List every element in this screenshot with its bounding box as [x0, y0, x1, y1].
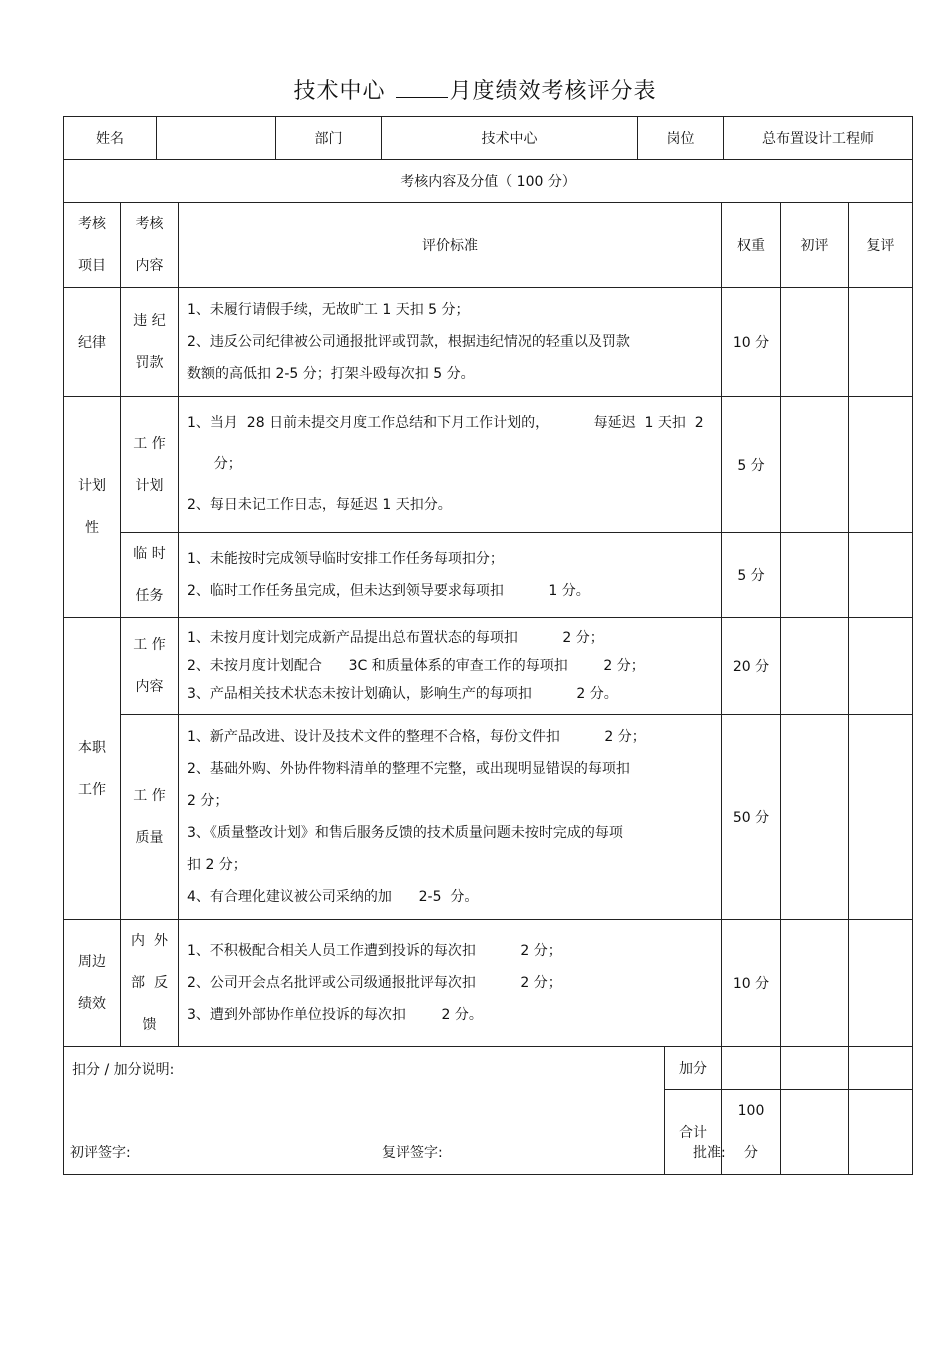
- item-cell: 本职 工作: [64, 618, 121, 920]
- total-value: 100 分: [722, 1090, 781, 1175]
- col-weight-header: 权重: [722, 203, 781, 288]
- second-score-cell[interactable]: [849, 533, 913, 618]
- content-cell: 内 外 部 反 馈: [121, 920, 179, 1047]
- first-score-cell[interactable]: [781, 288, 849, 397]
- table-row: [64, 397, 913, 533]
- first-score-cell[interactable]: [781, 715, 849, 920]
- first-score-cell[interactable]: [781, 920, 849, 1047]
- col-item-header: 考核 项目: [64, 203, 121, 288]
- approval-label: 批准:: [693, 1145, 726, 1161]
- criteria-cell: 1、不积极配合相关人员工作遭到投诉的每次扣 2 分； 2、公司开会点名批评或公司级通报批评每次扣 2 分； 3、遭到外部协作单位投诉的每次扣 2 分。: [179, 920, 722, 1047]
- title-prefix: 技术中心: [293, 79, 386, 104]
- evaluation-table: [63, 116, 913, 1175]
- adjustment-note-label: 扣分 / 加分说明:: [72, 1062, 175, 1078]
- criteria-cell: 1、新产品改进、设计及技术文件的整理不合格，每份文件扣 2 分； 2、基础外购、外协件物料清单的整理不完整，或出现明显错误的每项扣 2 分； 3、《质量整改计划》和售后服务反馈的技术质量问题未按时完成的每项 扣 2 分； 4、有合理化建议被公司采纳的加 2-5 分。: [179, 715, 722, 920]
- table-row: [64, 618, 913, 715]
- first-score-cell[interactable]: [781, 533, 849, 618]
- table-row: [64, 920, 913, 1047]
- section-title: 考核内容及分值（ 100 分）: [64, 160, 913, 203]
- col-content-header: 考核 内容: [121, 203, 179, 288]
- criteria-cell: 1、当月 28 日前未提交月度工作总结和下月工作计划的， 每延迟 1 天扣 2 分； 2、每日未记工作日志，每延迟 1 天扣分。: [179, 397, 722, 533]
- col-first-header: 初评: [781, 203, 849, 288]
- weight-cell: 10 分: [722, 288, 781, 397]
- total-first-cell[interactable]: [781, 1090, 849, 1175]
- table-row: [64, 288, 913, 397]
- second-score-cell[interactable]: [849, 715, 913, 920]
- content-cell: 工 作 计划: [121, 397, 179, 533]
- criteria-cell: 1、未能按时完成领导临时安排工作任务每项扣分； 2、临时工作任务虽完成，但未达到领导要求每项扣 1 分。: [179, 533, 722, 618]
- bonus-weight-cell[interactable]: [722, 1047, 781, 1090]
- weight-cell: 20 分: [722, 618, 781, 715]
- bonus-label: 加分: [665, 1047, 722, 1090]
- month-blank: [396, 79, 448, 98]
- weight-cell: 10 分: [722, 920, 781, 1047]
- second-signature-label: 复评签字:: [382, 1145, 443, 1161]
- second-score-cell[interactable]: [849, 920, 913, 1047]
- second-score-cell[interactable]: [849, 288, 913, 397]
- total-second-cell[interactable]: [849, 1090, 913, 1175]
- item-cell: 计划 性: [64, 397, 121, 618]
- name-field[interactable]: [157, 117, 276, 160]
- second-score-cell[interactable]: [849, 397, 913, 533]
- weight-cell: 50 分: [722, 715, 781, 920]
- total-label: 合计: [665, 1090, 722, 1175]
- dept-value: 技术中心: [382, 117, 638, 160]
- table-row: [64, 715, 913, 920]
- criteria-cell: 1、未履行请假手续，无故旷工 1 天扣 5 分； 2、违反公司纪律被公司通报批评或罚款，根据违纪情况的轻重以及罚款 数额的高低扣 2-5 分；打架斗殴每次扣 5 分。: [179, 288, 722, 397]
- col-standard-header: 评价标准: [179, 203, 722, 288]
- first-score-cell[interactable]: [781, 397, 849, 533]
- post-value: 总布置设计工程师: [724, 117, 913, 160]
- dept-label: 部门: [276, 117, 382, 160]
- item-cell: 纪律: [64, 288, 121, 397]
- name-label: 姓名: [64, 117, 157, 160]
- content-cell: 临 时 任务: [121, 533, 179, 618]
- section-row: [64, 160, 913, 203]
- column-header-row: [64, 203, 913, 288]
- item-cell: 周边 绩效: [64, 920, 121, 1047]
- adjustment-note-cell[interactable]: [64, 1047, 665, 1175]
- content-cell: 工 作 内容: [121, 618, 179, 715]
- first-signature-label: 初评签字:: [70, 1145, 131, 1161]
- criteria-cell: 1、未按月度计划完成新产品提出总布置状态的每项扣 2 分； 2、未按月度计划配合 3C 和质量体系的审查工作的每项扣 2 分； 3、产品相关技术状态未按计划确认，影响生产的每项扣 2 分。: [179, 618, 722, 715]
- weight-cell: 5 分: [722, 533, 781, 618]
- title-suffix: 月度绩效考核评分表: [449, 79, 657, 104]
- bonus-row: [64, 1047, 913, 1090]
- first-score-cell[interactable]: [781, 618, 849, 715]
- post-label: 岗位: [638, 117, 724, 160]
- table-row: [64, 533, 913, 618]
- content-cell: 违 纪 罚款: [121, 288, 179, 397]
- header-row: [64, 117, 913, 160]
- second-score-cell[interactable]: [849, 618, 913, 715]
- col-second-header: 复评: [849, 203, 913, 288]
- page-title: [0, 74, 950, 105]
- bonus-second-cell[interactable]: [849, 1047, 913, 1090]
- content-cell: 工 作 质量: [121, 715, 179, 920]
- weight-cell: 5 分: [722, 397, 781, 533]
- bonus-first-cell[interactable]: [781, 1047, 849, 1090]
